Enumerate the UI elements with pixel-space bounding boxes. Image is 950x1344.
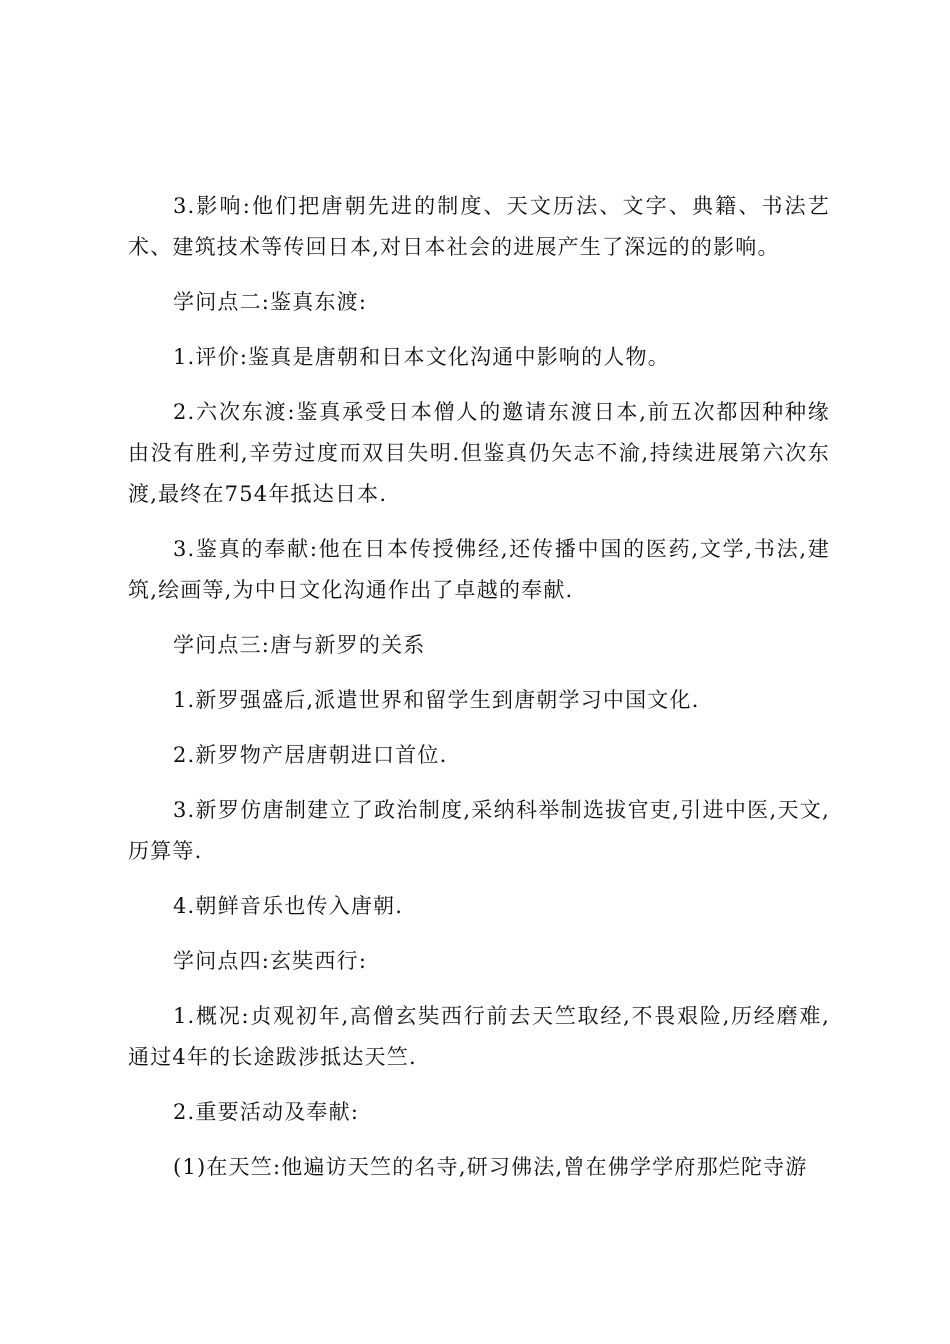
paragraph-silla-1: 1.新罗强盛后,派遣世界和留学生到唐朝学习中国文化. [173,688,700,712]
paragraph-silla-3: 3.新罗仿唐制建立了政治制度,采纳科举制选拔官吏,引进中医,天文,历算等. [128,798,830,863]
paragraph-jianzhen-contribution: 3.鉴真的奉献:他在日本传授佛经,还传播中国的医药,文学,书法,建筑,绘画等,为中日文化沟通作出了卓越的奉献. [128,537,830,602]
paragraph-xuanzang-overview: 1.概况:贞观初年,高僧玄奘西行前去天竺取经,不畏艰险,历经磨难,通过4年的长途跋涉抵达天竺. [128,1004,830,1069]
paragraph-silla-2: 2.新罗物产居唐朝进口首位. [173,743,448,767]
heading-knowledge-point-2: 学问点二:鉴真东渡: [173,290,368,314]
document-body [128,186,830,1188]
paragraph-influence: 3.影响:他们把唐朝先进的制度、天文历法、文字、典籍、书法艺术、建筑技术等传回日本,对日本社会的进展产生了深远的的影响。 [128,194,830,259]
heading-knowledge-point-3: 学问点三:唐与新罗的关系 [173,633,426,657]
paragraph-in-india: (1)在天竺:他遍访天竺的名寺,研习佛法,曾在佛学学府那烂陀寺游 [173,1155,808,1179]
paragraph-evaluation: 1.评价:鉴真是唐朝和日本文化沟通中影响的人物。 [173,345,670,369]
heading-knowledge-point-4: 学问点四:玄奘西行: [173,949,368,973]
paragraph-six-voyages: 2.六次东渡:鉴真承受日本僧人的邀请东渡日本,前五次都因种种缘由没有胜利,辛劳过度而双目失明.但鉴真仍矢志不渝,持续进展第六次东渡,最终在754年抵达日本. [128,400,830,506]
paragraph-activities-heading: 2.重要活动及奉献: [173,1100,360,1124]
paragraph-silla-4: 4.朝鲜音乐也传入唐朝. [173,894,404,918]
